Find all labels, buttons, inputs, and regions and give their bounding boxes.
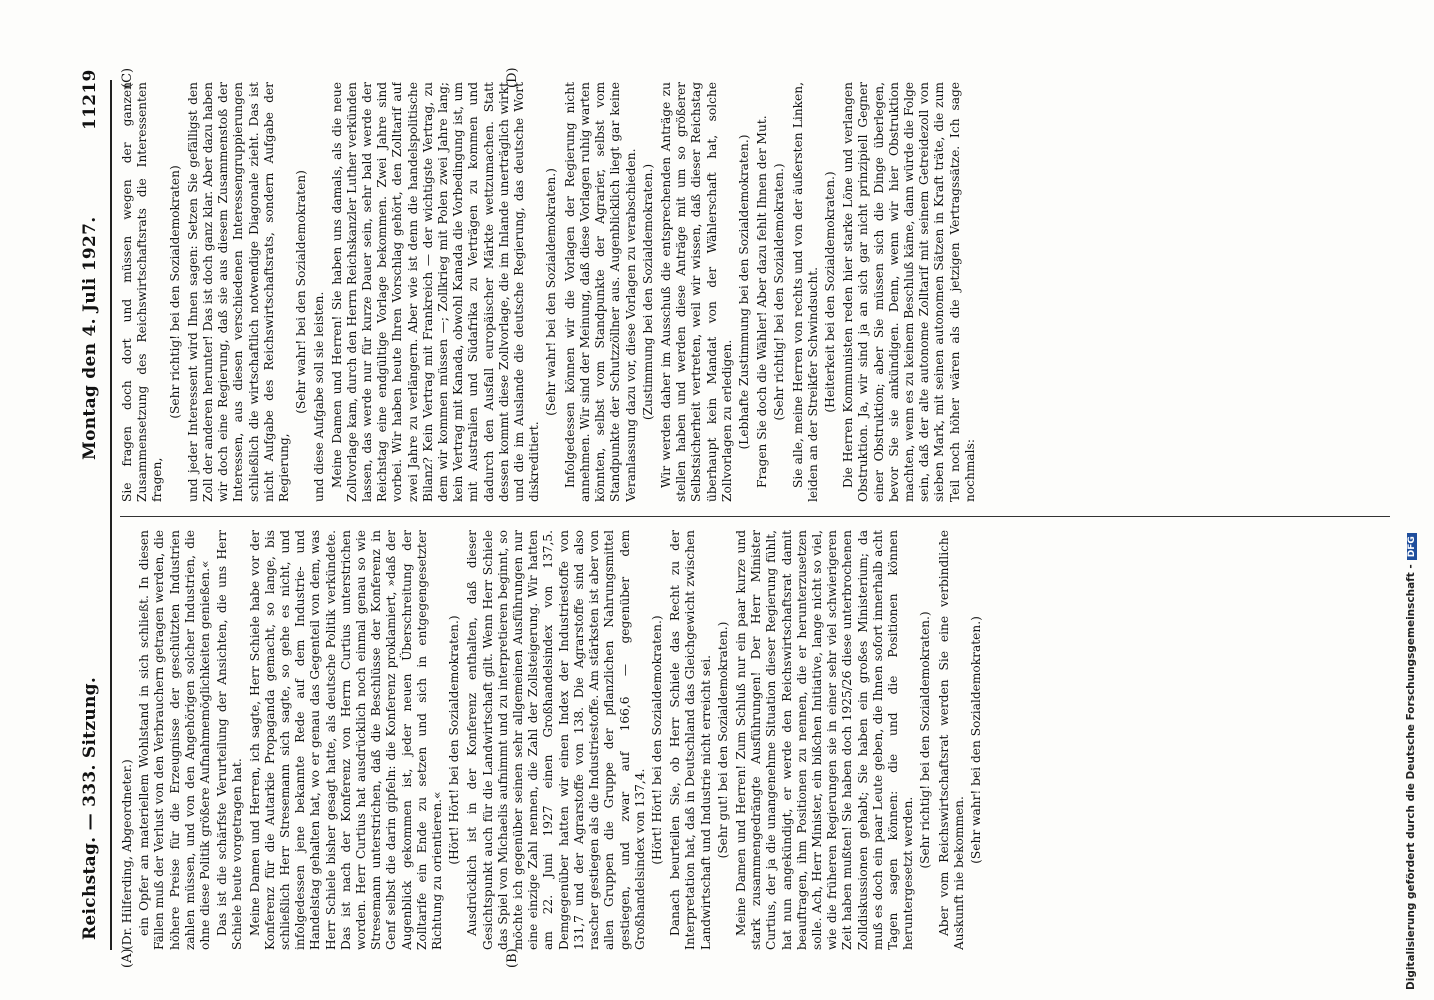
paragraph: Meine Damen und Herren, ich sagte, Herr Schiele habe vor der Konferenz für die Autarkie Propaganda gemacht, so lange, bis schließlich Herr Stresemann sich sagte, so gehe es nicht, und infolgedessen jene bekannte Rede auf dem Industrie- und Handelstag gehalten hat, wo er genau das Gegenteil von dem, was Herr Schiele bisher gesagt hatte, als deutsche Politik verkündete. Das ist nach der Konferenz von Herrn Curtius unterstrichen worden. Herr Curtius hat ausdrücklich noch einmal genau so wie Stresemann unterstrichen, daß die Beschlüsse der Konferenz in Genf selbst die darin gipfeln: die Konferenz proklamiert, »daß der Augenblick gekommen ist, jeder neuen Überschreitung der Zolltarife ein Ende zu setzen und sich in entgegengesetzter Richtung zu orientieren.« [247, 530, 445, 950]
paragraph: Meine Damen und Herren! Sie haben uns damals, als die neue Zollvorlage kam, durch den Herrn Reichskanzler Luther verkünden lassen, das werde nur für kurze Dauer sein, sehr bald werde der Reichstag eine endgültige Vorlage bekommen. Zwei Jahre sind vorbei. Wir haben heute Ihren Vorschlag gehört, den Zolltarif auf zwei Jahre zu verlängern. Aber wie ist denn die handelspolitische Bilanz? Kein Vertrag mit Frankreich — der wichtigste Vertrag, zu dem wir kommen müssen —; Zollkrieg mit Polen zwei Jahre lang; kein Vertrag mit Kanada, obwohl Kanada die Vorbedingung ist, um mit Australien und Südafrika zu Verträgen zu kommen und dadurch den Ausfall europäischer Märkte wettzumachen. Statt dessen kommt diese Zollvorlage, die im Inlande unerträglich wirkt und die im Auslande die deutsche Regierung, das deutsche Wort diskreditiert. [329, 82, 542, 502]
interjection: (Hört! Hört! bei den Sozialdemokraten.) [649, 615, 664, 865]
paragraph: Sie fragen doch dort und müssen wegen der ganzen Zusammensetzung des Reichswirtschaftsrats die Interessenten fragen, [120, 82, 165, 502]
paragraph: Danach beurteilen Sie, ob Herr Schiele das Recht zu der Interpretation hat, daß in Deutschland das Gleichgewicht zwischen Landwirtschaft und Industrie nicht erreicht sei. [668, 530, 713, 950]
header-page-number: 11219 [80, 69, 100, 130]
interjection: (Sehr gut! bei den Sozialdemokraten.) [715, 621, 730, 859]
interjection: (Lebhafte Zustimmung bei den Sozialdemokraten.) [736, 134, 751, 450]
interjection: (Zustimmung bei den Sozialdemokraten.) [640, 163, 655, 421]
margin-mark-b: (B) [505, 948, 520, 968]
paragraph: Aber vom Reichswirtschaftsrat werden Sie eine verbindliche Auskunft nie bekommen. [936, 530, 966, 950]
paragraph: Meine Damen und Herren! Zum Schluß nur ein paar kurze und stark zusammengedrängte Ausführungen! Der Herr Minister Curtius, der ja die unangenehme Situation dieser Regierung fühlt, hat nun angekündigt, er werde den Reichswirtschaftsrat damit beauftragen, ihm Positionen zu nennen, die er herunterzusetzen solle. Ach, Herr Minister, ein bißchen Initiative, lange nicht so viel, wie die früheren Regierungen sie in einer sehr viel schwierigeren Zeit haben mußten! Sie haben doch 1925/26 diese unterbrochenen Zolldiskussionen gehabt; Sie haben ein großes Ministerium; da muß es doch ein paar Leute geben, die Ihnen sofort innerhalb acht Tagen sagen können: die und die Positionen können heruntergesetzt werden. [733, 530, 916, 950]
paragraph: Infolgedessen können wir die Vorlagen der Regierung nicht annehmen. Wir sind der Meinung, daß diese Vorlagen ruhig warten könnten, selbst vom Standpunkte der Agrarier, selbst vom Standpunkte der Schutzzöllner aus. Augenblicklich liegt gar keine Veranlassung dazu vor, diese Vorlagen zu verabschieden. [562, 82, 638, 502]
header-rule [110, 80, 112, 950]
interjection: (Sehr wahr! bei den Sozialdemokraten) [294, 170, 309, 414]
margin-mark-c: (C) [120, 67, 135, 88]
interjection: (Sehr richtig! bei den Sozialdemokraten) [167, 165, 182, 419]
paragraph: ein Opfer an materiellem Wohlstand in sich schließt. In diesen Fällen muß der Verlust von den Verbrauchern getragen werden, die höhere Preise für die Erzeugnisse der geschützten Industrien zahlen müssen, und von den Angehörigen solcher Industrien, die ohne diese Politik größere Aufnahmemöglichkeiten genießen.« [137, 530, 213, 950]
interjection: (Sehr richtig! bei den Sozialdemokraten.) [918, 611, 933, 869]
left-column [120, 530, 1400, 950]
paragraph: Fragen Sie doch die Wähler! Aber dazu fehlt Ihnen der Mut. [755, 115, 770, 488]
margin-mark-a: (A) [120, 948, 135, 968]
paragraph: Ausdrücklich ist in der Konferenz enthalten, daß dieser Gesichtspunkt auch für die Landwirtschaft gilt. Wenn Herr Schiele das Spiel von Michaelis aufnimmt und zu interpretieren beginnt, so möchte ich gegenüber seinen sehr allgemeinen Ausführungen nur eine einzige Zahl nennen, die Zahl der Zollsteigerung. Wir hatten am 22. Juni 1927 einen Großhandelsindex von 137,5. Demgegenüber hatten wir einen Index der Industriestoffe von 131,7 und der Agrarstoffe von 138. Die Agrarstoffe sind also rascher gestiegen als die Industriestoffe. Am stärksten ist aber von allen Gruppen die Gruppe der pflanzlichen Nahrungsmittel gestiegen, und zwar auf 166,6 — gegenüber dem Großhandelsindex von 137,4. [465, 530, 647, 950]
right-column [120, 82, 1400, 502]
paragraph: Das ist die schärfste Verurteilung der Ansichten, die uns Herr Schiele heute vorgetragen hat. [215, 530, 245, 950]
interjection: (Hört! Hört! bei den Sozialdemokraten.) [447, 615, 462, 865]
header-date: Montag den 4. Juli 1927. [80, 216, 100, 460]
dfg-logo: DFG [1407, 533, 1417, 560]
interjection: (Sehr richtig! bei den Sozialdemokraten.) [772, 163, 787, 421]
running-head [80, 69, 108, 950]
paragraph: Wir werden daher im Ausschuß die entsprechenden Anträge zu stellen haben und werden diese Anträge mit um so größerer Selbstsicherheit vertreten, weil wir wissen, daß dieser Reichstag überhaupt kein Mandat von der Wählerschaft hat, solche Zollvorlagen zu erledigen. [658, 82, 734, 502]
speaker-line: (Dr. Hilferding, Abgeordneter.) [120, 759, 134, 950]
column-divider [120, 516, 1390, 517]
margin-mark-d: (D) [505, 67, 520, 88]
paragraph: und jeder Interessent wird Ihnen sagen: Setzen Sie gefälligst den Zoll der anderen herunter! Das ist doch ganz klar. Aber dazu haben wir doch eine Regierung, daß sie aus diesem Zusammenstoß der Interessen, aus diesen verschiedenen Interessengruppierungen schließlich die wirtschaftlich notwendige Diagonale zieht. Das ist nicht Aufgabe des Reichswirtschaftsrats, sondern Aufgabe der Regierung, [185, 82, 292, 502]
interjection: (Heiterkeit bei den Sozialdemokraten.) [822, 171, 837, 413]
credit-text: Digitalisierung gefördert durch die Deutsche Forschungsgemeinschaft - [1405, 564, 1417, 990]
header-session: Reichstag. — 333. Sitzung. [80, 676, 100, 940]
interjection: (Sehr wahr! bei den Sozialdemokraten.) [544, 168, 559, 416]
paragraph: und diese Aufgabe soll sie leisten. [312, 291, 327, 502]
printed-sheet [80, 67, 1410, 968]
digitization-credit [1405, 533, 1417, 990]
paragraph: Sie alle, meine Herren von rechts und von der äußersten Linken, leiden an der Streikfer Schwindsucht. [790, 82, 820, 502]
interjection: (Sehr wahr! bei den Sozialdemokraten.) [968, 616, 983, 864]
paragraph: Die Herren Kommunisten reden hier starke Löne und verlangen Obstruktion. Ja, wir sind ja an sich gar nicht prinzipiell Gegner einer Obstruktion; aber Sie müssen sich die Dinge überlegen, bevor Sie sie ankündigen. Denn, wenn wir hier Obstruktion machten, wenn es zu keinem Beschluß käme, dann würde die Folge sein, daß der alte autonome Zolltarif mit seinem Getreidezoll von sieben Mark, mit seinen autonomen Sätzen in Kraft träte, die zum Teil noch höher wären als die jetzigen Vertragssätze. Ich sage nochmals: [841, 82, 977, 502]
